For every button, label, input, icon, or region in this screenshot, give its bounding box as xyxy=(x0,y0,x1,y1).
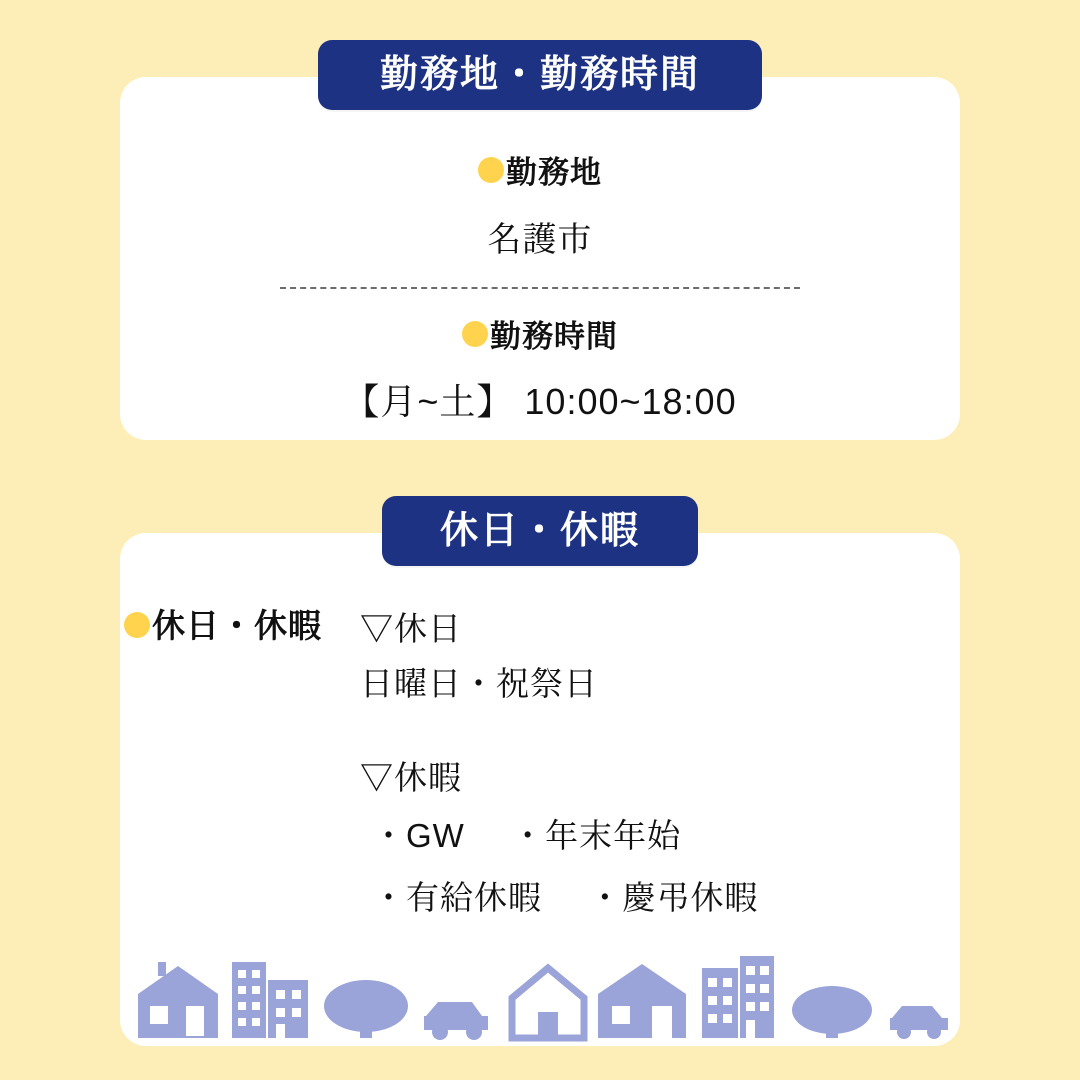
work-info-card xyxy=(120,77,960,440)
work-time-value: 【月~土】 10:00~18:00 xyxy=(343,381,737,422)
spacer xyxy=(360,705,960,757)
bullet-dot-icon xyxy=(462,321,488,347)
vacation-item-gw: ・GW xyxy=(372,816,465,854)
bullet-dot-icon xyxy=(478,157,504,183)
section-work-info xyxy=(120,40,960,440)
work-section-badge: 勤務地・勤務時間 xyxy=(318,40,762,110)
vacation-head: ▽休暇 xyxy=(360,758,462,796)
holiday-label-row xyxy=(120,608,322,644)
townscape-illustration xyxy=(120,954,960,1046)
work-place-label: 勤務地 xyxy=(506,155,602,190)
dashed-divider xyxy=(280,287,800,289)
vacation-items-line-1 xyxy=(360,812,960,860)
vacation-items-line-2 xyxy=(360,874,960,922)
holiday-head: ▽休日 xyxy=(360,610,462,647)
vacation-item-newyear: ・年末年始 xyxy=(511,816,682,854)
holiday-content xyxy=(322,608,960,921)
bullet-dot-icon xyxy=(124,612,150,638)
work-time-label: 勤務時間 xyxy=(490,319,618,354)
work-place-value: 名護市 xyxy=(487,221,593,259)
work-info-body xyxy=(120,147,960,425)
work-place-label-row xyxy=(120,147,960,192)
holiday-section-badge: 休日・休暇 xyxy=(382,496,698,566)
holiday-info-card xyxy=(120,533,960,1046)
vacation-item-paid: ・有給休暇 xyxy=(372,878,542,916)
vacation-item-ceremonial: ・慶弔休暇 xyxy=(588,878,759,916)
work-time-label-row xyxy=(120,311,960,356)
holiday-value: 日曜日・祝祭日 xyxy=(360,665,598,703)
holiday-label: 休日・休暇 xyxy=(152,607,322,644)
holiday-info-body xyxy=(120,608,960,921)
section-holiday-info xyxy=(120,496,960,1046)
